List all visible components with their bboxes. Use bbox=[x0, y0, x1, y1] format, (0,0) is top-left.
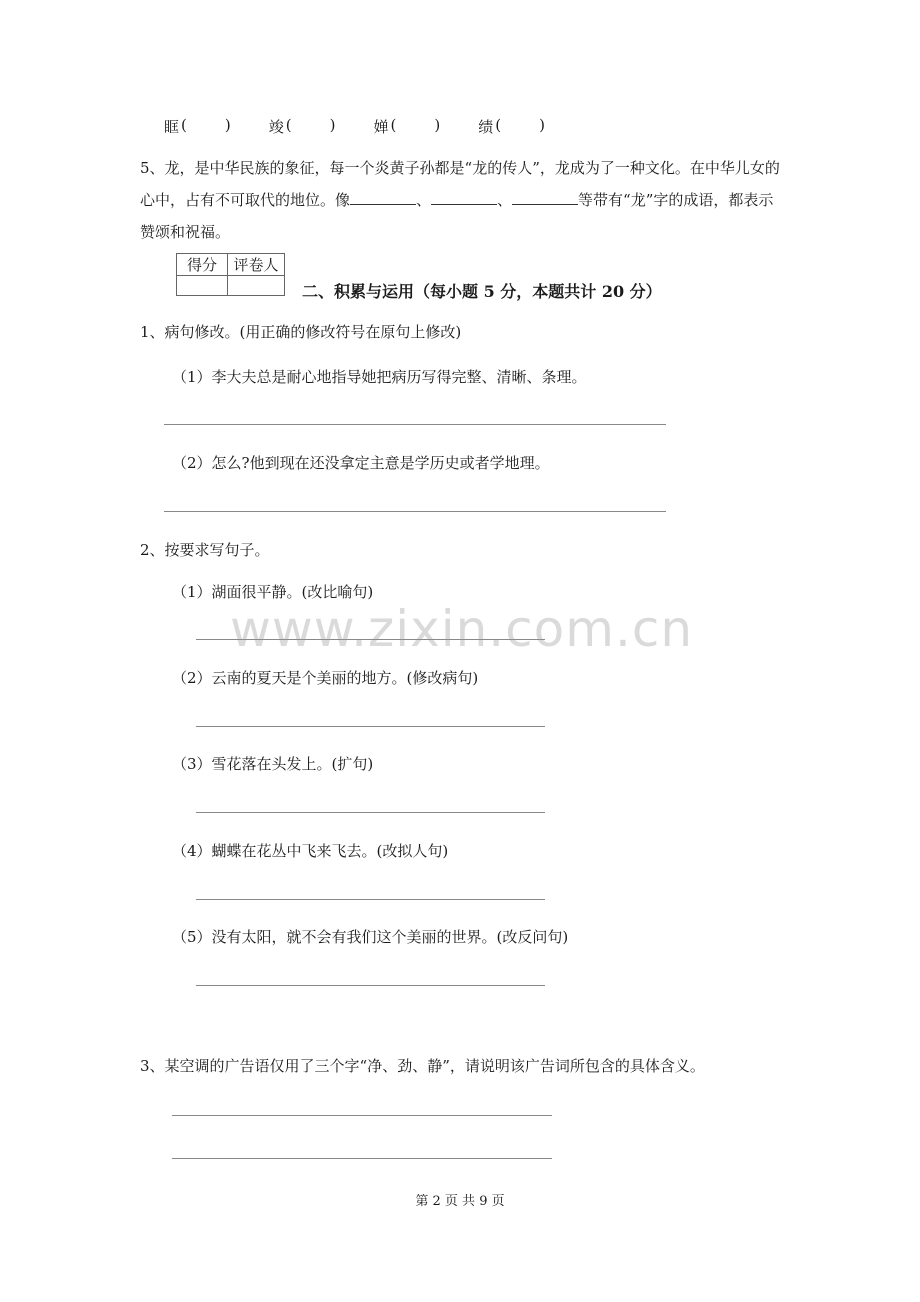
char-item: 竣 ( ) bbox=[268, 116, 336, 136]
question-1-item: （1）李大夫总是耐心地指导她把病历写得完整、清晰、条理。 bbox=[172, 368, 587, 386]
q5-sep-1: 、 bbox=[416, 191, 432, 209]
char-item: 绩 ( ) bbox=[478, 116, 545, 136]
answer-blank[interactable] bbox=[431, 190, 497, 205]
q5-text-2: 等带有“龙”字的成语，都表示赞颂和祝福。 bbox=[140, 191, 774, 241]
char-item: 眶 ( ) bbox=[164, 116, 231, 136]
answer-line[interactable] bbox=[172, 1158, 552, 1159]
question-5 bbox=[140, 152, 788, 248]
answer-line[interactable] bbox=[196, 726, 545, 727]
score-header: 得分 bbox=[177, 254, 228, 276]
watermark: www.zixin.com.cn bbox=[230, 600, 694, 658]
char: 竣 bbox=[268, 118, 284, 136]
q5-text-1: 5、龙，是中华民族的象征，每一个炎黄子孙都是“龙的传人”，龙成为了一种文化。在中华儿女的心中，占有不可取代的地位。像 bbox=[140, 159, 780, 209]
answer-blank[interactable] bbox=[350, 190, 416, 205]
score-table bbox=[176, 253, 285, 296]
answer-line[interactable] bbox=[196, 985, 545, 986]
score-cell[interactable] bbox=[177, 276, 228, 296]
answer-line[interactable] bbox=[196, 812, 545, 813]
question-2-item: （2）云南的夏天是个美丽的地方。(修改病句) bbox=[172, 669, 479, 687]
char: 眶 bbox=[164, 118, 180, 136]
section-title: 二、积累与运用（每小题 5 分，本题共计 20 分） bbox=[302, 282, 662, 301]
answer-line[interactable] bbox=[164, 511, 666, 512]
char: 婵 bbox=[373, 118, 389, 136]
question-2-item: （4）蝴蝶在花丛中飞来飞去。(改拟人句) bbox=[172, 842, 449, 860]
question-3-title: 3、某空调的广告语仅用了三个字“净、劲、静”，请说明该广告词所包含的具体含义。 bbox=[140, 1057, 705, 1075]
grader-cell[interactable] bbox=[228, 276, 285, 296]
char: 绩 bbox=[478, 118, 494, 136]
page-footer: 第 2 页 共 9 页 bbox=[415, 1194, 505, 1209]
question-1-item: （2）怎么?他到现在还没拿定主意是学历史或者学地理。 bbox=[172, 454, 550, 472]
q5-sep-2: 、 bbox=[497, 191, 513, 209]
grader-header: 评卷人 bbox=[228, 254, 285, 276]
answer-line[interactable] bbox=[172, 1115, 552, 1116]
answer-line[interactable] bbox=[196, 899, 545, 900]
character-row bbox=[164, 116, 583, 137]
question-2-item: （3）雪花落在头发上。(扩句) bbox=[172, 755, 374, 773]
question-1-title: 1、病句修改。(用正确的修改符号在原句上修改) bbox=[140, 323, 462, 341]
question-2-title: 2、按要求写句子。 bbox=[140, 541, 270, 559]
question-2-item: （5）没有太阳，就不会有我们这个美丽的世界。(改反问句) bbox=[172, 928, 569, 946]
question-2-item: （1）湖面很平静。(改比喻句) bbox=[172, 583, 374, 601]
answer-blank[interactable] bbox=[512, 190, 578, 205]
answer-line[interactable] bbox=[164, 424, 666, 425]
char-item: 婵 ( ) bbox=[373, 116, 441, 136]
